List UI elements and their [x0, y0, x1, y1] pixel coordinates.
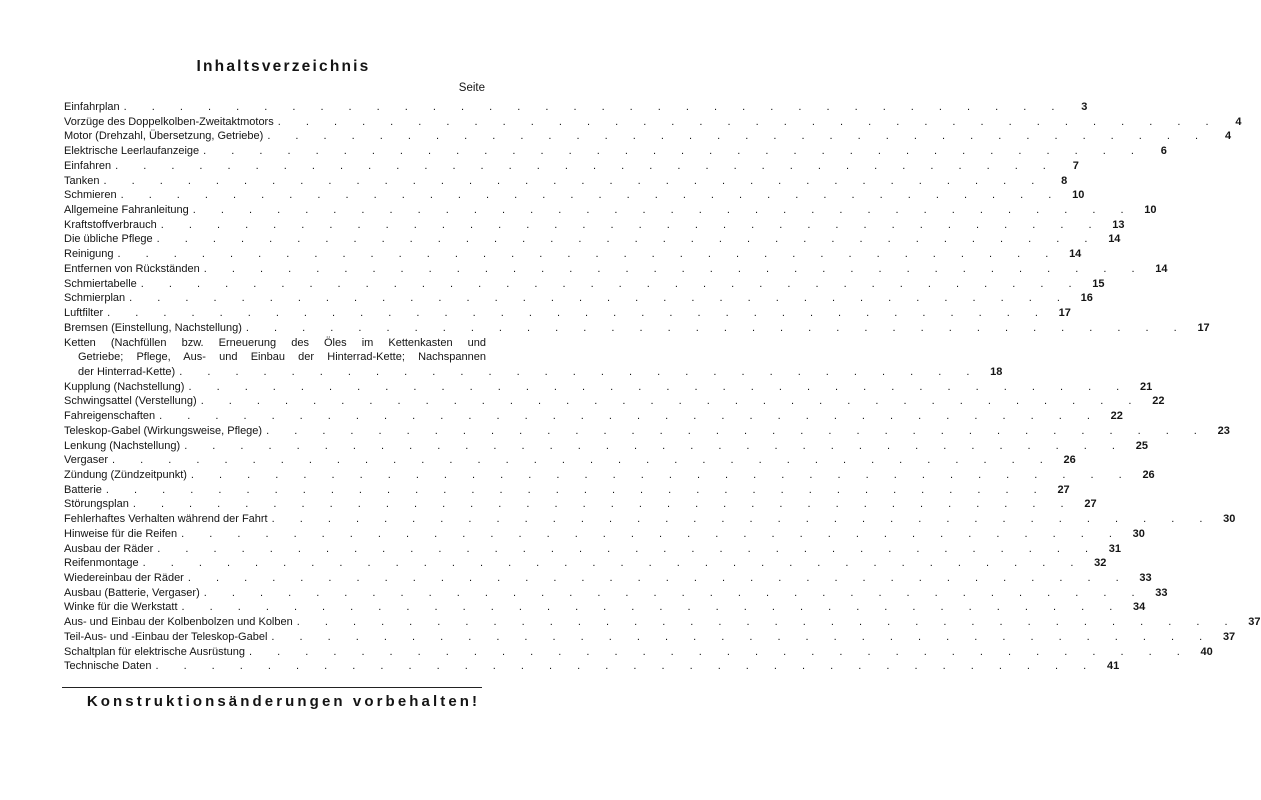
toc-entry-page: 18: [990, 365, 1003, 378]
toc-entry: [64, 586, 1168, 601]
toc-entry: [64, 394, 1165, 409]
toc-entry-label: Reinigung: [64, 248, 114, 261]
leader-dots: . . . . . . . . . . . . . . . . . . . . . . . . . . . . . . . . . .: [132, 498, 1075, 511]
toc-entry-label: Schmieren: [64, 189, 117, 202]
toc-entry-page: 16: [1080, 292, 1093, 305]
leader-dots: . . . . . . . . . . . . . . . . . . . . . . . . . . . . . . . . . .: [117, 248, 1060, 261]
leader-dots: . . . . . . . . . . . . . . . . . . . . . . . . . . . . . . . . . .: [105, 483, 1048, 496]
toc-entry-label: Zündung (Zündzeitpunkt): [64, 468, 187, 481]
leader-dots: . . . . . . . . . . . . . . . . . . . . . . . . . . . . . . . . . .: [203, 145, 1145, 158]
table-of-contents: [64, 100, 1261, 674]
toc-entry-page: 17: [1058, 307, 1071, 320]
leader-dots: . . . . . . . . . . . . . . . . . . . . . . . . . . . . . . . . . .: [203, 262, 1146, 275]
toc-entry-label: Störungsplan: [64, 498, 129, 511]
toc-section-1: [64, 100, 1242, 336]
toc-entry: [64, 512, 1236, 527]
leader-dots: . . . . . . . . . . . . . . . . . . . . . . . . . . . . . . . . . .: [123, 101, 1066, 113]
toc-entry-label: Wiedereinbau der Räder: [64, 572, 184, 584]
toc-entry-label: Schmierplan: [64, 292, 126, 305]
leader-dots: . . . . . . . . . . . . . . . . . . . . . . . . . . . . . . . . . .: [200, 395, 1143, 408]
leader-dots: . . . . . . . . . . . . . . . . . . . . . . . . . . . . . . . . . .: [181, 601, 1124, 614]
toc-entry: [64, 497, 1097, 512]
toc-entry: [64, 424, 1230, 439]
toc-entry: [64, 129, 1232, 144]
toc-entry-label: Schmiertabelle: [64, 277, 137, 290]
toc-entry: [64, 144, 1167, 159]
toc-entry: [64, 453, 1076, 468]
toc-entry-page: 17: [1197, 321, 1210, 334]
toc-entry: [64, 277, 1105, 292]
toc-entry-label: Bremsen (Einstellung, Nachstellung): [64, 321, 242, 334]
leader-dots: . . . . . . . . . . . . . . . . . . . . . . . . . . . . . . . . . .: [190, 468, 1133, 481]
leader-dots: . . . . . . . . . . . . . . . . . . . . . . . . . . . . . . . . . .: [156, 233, 1099, 246]
toc-entry-page: 14: [1069, 248, 1082, 261]
leader-dots: . . . . . . . . . . . . . . . . . . . . . . . . . . . . . . . . . .: [120, 189, 1063, 202]
leader-dots: . . . . . . . . . . . . . . . . . . . . . . . . . . . . . . . . . .: [107, 307, 1049, 320]
toc-entry-label: Schaltplan für elektrische Ausrüstung: [64, 645, 245, 658]
toc-entry-page: 26: [1142, 468, 1155, 481]
toc-entry-label: Fehlerhaftes Verhalten während der Fahrt: [64, 513, 268, 526]
leader-dots: . . . . . . . . . . . . . . . . . . . . . . . . . . . . . . . . . .: [271, 513, 1214, 526]
toc-entry-label: Vergaser: [64, 454, 109, 467]
toc-entry-page: 13: [1112, 218, 1125, 231]
toc-entry-page: 37: [1222, 630, 1236, 643]
toc-entry-label: Kraftstoffverbrauch: [64, 218, 157, 231]
toc-entry-page: 8: [1061, 174, 1068, 187]
toc-entry-page: 7: [1072, 159, 1079, 172]
toc-entry-page: 6: [1160, 145, 1167, 158]
toc-entry: [64, 188, 1085, 203]
toc-entry: [64, 306, 1071, 321]
toc-entry-page: 21: [1139, 380, 1153, 393]
toc-entry-label: Motor (Drehzahl, Übersetzung, Getriebe): [64, 130, 264, 143]
toc-entry-label: Tanken: [64, 174, 100, 187]
toc-entry-label: Hinweise für die Reifen: [64, 527, 178, 540]
toc-entry-label: Fahreigenschaften: [64, 410, 156, 423]
toc-entry-label: Reifenmontage: [64, 557, 139, 570]
page-title: Inhaltsverzeichnis: [196, 58, 371, 75]
toc-entry: [64, 556, 1107, 571]
toc-entry-page: 4: [1224, 130, 1232, 143]
leader-dots: . . . . . . . . . . . . . . . . . . . . . . . . . . . . . . . . . .: [112, 454, 1054, 467]
toc-entry-page: 25: [1135, 439, 1148, 452]
toc-entry-label: Elektrische Leerlaufanzeige: [64, 145, 200, 158]
toc-entry: [64, 115, 1242, 130]
toc-entry: [64, 645, 1213, 660]
toc-entry: [64, 380, 1153, 395]
toc-entry-label: Aus- und Einbau der Kolbenbolzen und Kolben: [64, 616, 293, 629]
toc-entry-label-line-1: Ketten (Nachfüllen bzw. Erneuerung des Öles im Kettenkasten und: [64, 336, 486, 349]
toc-entry-page: 3: [1081, 101, 1088, 113]
toc-entry-page: 15: [1092, 277, 1105, 290]
toc-entry-label: Entfernen von Rückständen: [64, 262, 200, 275]
toc-entry-page: 30: [1132, 527, 1145, 540]
toc-entry: [64, 409, 1123, 424]
leader-dots: . . . . . . . . . . . . . . . . . . . . . . . . . . . . . . . . . .: [140, 277, 1083, 290]
toc-entry-label: Ausbau der Räder: [64, 542, 154, 555]
leader-dots: . . . . . . . . . . . . . . . . . . . . . . . . . . . . . . . . . .: [181, 527, 1123, 540]
toc-entry-page: 10: [1072, 189, 1085, 202]
toc-entry: [64, 159, 1079, 174]
leader-dots: . . . . . . . . . . . . . . . . . . . . . . . . . . . . . . . . . .: [157, 542, 1100, 555]
toc-entry: [64, 468, 1155, 483]
toc-entry-label: Winke für die Werkstatt: [64, 601, 178, 614]
toc-entry: [64, 483, 1070, 498]
leader-dots: . . . . . . . . . . . . . . . . . . . . . . . . . . . . . . . . . .: [203, 586, 1146, 599]
toc-entry-page: 31: [1108, 542, 1122, 555]
toc-entry-label: Teil-Aus- und -Einbau der Teleskop-Gabel: [64, 630, 268, 643]
toc-entry-label: Die übliche Pflege: [64, 233, 153, 246]
toc-entry-multiline: [64, 336, 1003, 380]
leader-dots: . . . . . . . . . . . . . . . . . . . . . . . . . . . . . . . . . .: [103, 174, 1046, 187]
toc-entry-label: Schwingsattel (Verstellung): [64, 395, 197, 408]
toc-entry: [64, 203, 1157, 218]
toc-entry-label-line-2: Getriebe; Pflege, Aus- und Einbau der Hinterrad-Kette; Nachspannen: [78, 351, 486, 364]
toc-entry-page: 40: [1200, 645, 1213, 658]
toc-entry-label: Einfahren: [64, 159, 112, 172]
leader-dots: . . . . . . . . . . . . . . . . . . . . . . . . . . . . . . . . . .: [277, 115, 1220, 128]
toc-entry: [64, 659, 1120, 674]
toc-entry: [64, 291, 1093, 306]
toc-entry-page: 37: [1248, 616, 1261, 629]
toc-entry-page: 41: [1106, 660, 1120, 673]
leader-dots: . . . . . . . . . . . . . . . . . . . . . . . . . . . . . . . . . .: [245, 321, 1188, 334]
toc-entry: [64, 630, 1236, 645]
toc-entry-label: Allgemeine Fahranleitung: [64, 204, 189, 217]
divider: [62, 687, 482, 688]
toc-entry-page: 22: [1152, 395, 1165, 408]
toc-entry-page: 32: [1094, 557, 1107, 570]
leader-dots: . . . . . . . . . . . . . . . . . . . . . . . . . . . . . . . . . .: [160, 218, 1103, 231]
toc-entry-line-3: [64, 365, 1003, 380]
toc-entry: [64, 100, 1088, 115]
toc-entry-label: Luftfilter: [64, 307, 104, 320]
page-column-header: Seite: [458, 82, 485, 94]
leader-dots: . . . . . . . . . . . . . . . . . . . . . . . . . . . . . . . . . .: [187, 572, 1130, 584]
toc-entry-label: Kupplung (Nachstellung): [64, 380, 185, 393]
toc-entry-page: 23: [1217, 424, 1230, 437]
toc-entry-page: 26: [1063, 454, 1076, 467]
toc-entry-page: 33: [1155, 586, 1168, 599]
toc-entry-page: 33: [1139, 572, 1152, 584]
toc-entry-page: 30: [1223, 513, 1236, 526]
footer-notice: Konstruktionsänderungen vorbehalten!: [86, 693, 481, 710]
leader-dots: . . . . . . . . . . . . . . . . . . . . . . . . . . . . . . . . . .: [192, 204, 1135, 217]
toc-entry-page: 10: [1144, 204, 1157, 217]
toc-entry-label: Ausbau (Batterie, Vergaser): [64, 586, 200, 599]
toc-entry: [64, 439, 1148, 454]
toc-entry: [64, 615, 1261, 630]
toc-entry-label: Lenkung (Nachstellung): [64, 439, 181, 452]
toc-entry-label: Vorzüge des Doppelkolben-Zweitaktmotors: [64, 115, 274, 128]
leader-dots: . . . . . . . . . . . . . . . . . . . . . . . . . . . . . . . . . .: [142, 557, 1085, 570]
toc-entry-page: 4: [1235, 115, 1242, 128]
leader-dots: . . . . . . . . . . . . . . . . . . . . . . . . . . . . . . . . . .: [267, 130, 1210, 143]
toc-entry: [64, 527, 1145, 542]
toc-entry: [64, 542, 1122, 557]
leader-dots: . . . . . . . . . . . . . . . . . . . . . . . . . . . . . . . . . .: [266, 424, 1208, 437]
leader-dots: . . . . . . . . . . . . . . . . . . . . . . . . . . . . . . . . . .: [188, 380, 1131, 393]
toc-entry-label: Einfahrplan: [64, 101, 120, 113]
toc-entry-page: 34: [1133, 601, 1146, 614]
toc-entry: [64, 600, 1146, 615]
toc-entry: [64, 218, 1125, 233]
toc-entry: [64, 174, 1068, 189]
leader-dots: . . . . . . . . . . . . . . . . . . . . . . . . . . . . . . . . . .: [184, 439, 1126, 452]
toc-entry: [64, 232, 1121, 247]
leader-dots: . . . . . . . . . . . . . . . . . . . . . . . . . . . . . . . . . .: [159, 410, 1101, 423]
toc-entry-label: Batterie: [64, 483, 102, 496]
toc-entry: [64, 571, 1152, 586]
leader-dots: . . . . . . . . . . . . . . . . . . . . . . . . . . . . . . . . . .: [296, 616, 1239, 629]
leader-dots: . . . . . . . . . . . . . . . . . . . . . . . . . . . . .: [179, 365, 981, 378]
leader-dots: . . . . . . . . . . . . . . . . . . . . . . . . . . . . . . . . . .: [129, 292, 1071, 305]
toc-entry-page: 27: [1084, 498, 1097, 511]
toc-entry-page: 14: [1155, 262, 1168, 275]
toc-entry: [64, 321, 1210, 336]
toc-entry-page: 27: [1057, 483, 1070, 496]
toc-entry-page: 22: [1110, 410, 1123, 423]
toc-entry-label: Teleskop-Gabel (Wirkungsweise, Pflege): [64, 424, 263, 437]
toc-section-2: [64, 380, 1261, 674]
leader-dots: . . . . . . . . . . . . . . . . . . . . . . . . . . . . . . . . . .: [155, 660, 1098, 673]
toc-entry: [64, 247, 1082, 262]
leader-dots: . . . . . . . . . . . . . . . . . . . . . . . . . . . . . . . . . .: [271, 630, 1214, 643]
toc-entry-page: 14: [1108, 233, 1121, 246]
leader-dots: . . . . . . . . . . . . . . . . . . . . . . . . . . . . . . . . . .: [249, 645, 1191, 658]
toc-entry-label-line-3: der Hinterrad-Kette): [78, 365, 176, 378]
leader-dots: . . . . . . . . . . . . . . . . . . . . . . . . . . . . . . . . . .: [115, 159, 1057, 172]
toc-entry-label: Technische Daten: [64, 660, 152, 673]
toc-entry: [64, 262, 1168, 277]
